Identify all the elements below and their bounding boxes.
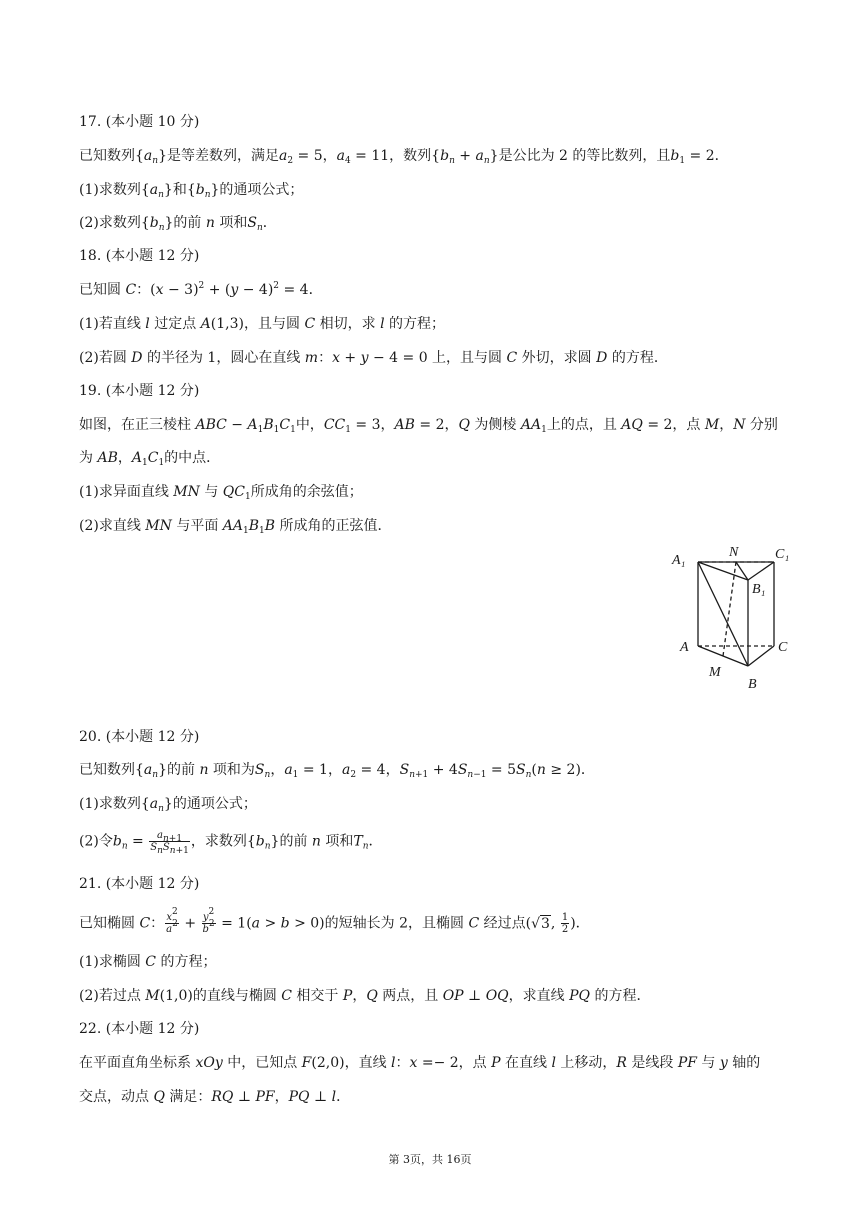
segment-m-n-hidden bbox=[723, 562, 736, 656]
problem-21-header: 21. (本小题 12 分) bbox=[79, 876, 200, 892]
problem-20-stem: 已知数列$\{a_n\}$的前 n 项和为$S_n$，$a_1 = 1$，$a_2 = 4$，$S_{n+1} + 4S_{n-1} = 5S_n(n \ge 2)$． bbox=[79, 762, 595, 780]
problem-22-header: 22. (本小题 12 分) bbox=[79, 1021, 200, 1037]
label-b: B bbox=[748, 677, 757, 692]
label-n: N bbox=[729, 545, 739, 560]
label-b1: B₁ bbox=[752, 582, 766, 597]
problem-21-part-1: (1)求椭圆 C 的方程； bbox=[79, 954, 217, 970]
label-a1: A₁ bbox=[672, 553, 686, 568]
prism-figure bbox=[668, 540, 798, 700]
problem-22-stem-line-1: 在平面直角坐标系 xOy 中，已知点 F(2,0)，直线 l：x =− 2，点 P 在直线 l 上移动，R 是线段 PF 与 y 轴的 bbox=[79, 1055, 761, 1071]
label-m: M bbox=[709, 665, 721, 680]
problem-18-part-2: (2)若圆 D 的半径为 1，圆心在直线 m：x + y − 4 = 0 上，且与圆 C 外切，求圆 D 的方程． bbox=[79, 350, 668, 366]
label-c1: C₁ bbox=[775, 547, 790, 562]
problem-20-header: 20. (本小题 12 分) bbox=[79, 729, 200, 745]
problem-19-stem-line-2: 为 AB，$A_1C_1$的中点． bbox=[79, 450, 221, 468]
problem-19-header: 19. (本小题 12 分) bbox=[79, 383, 200, 399]
label-c: C bbox=[778, 640, 788, 655]
problem-20-part-1: (1)求数列$\{a_n\}$的通项公式； bbox=[79, 796, 257, 814]
problem-21-stem: 已知椭圆 C： $\frac{x^2}{a^2}$ + $\frac{y^2}{b^2}$ = 1(a > b > 0)的短轴长为 2，且椭圆 C 经过点(√3, $\frac{1}{2}$ )． bbox=[79, 907, 590, 935]
problem-22-stem-line-2: 交点，动点 Q 满足：RQ ⊥ PF，PQ ⊥ l． bbox=[79, 1089, 351, 1105]
problem-18-part-1: (1)若直线 l 过定点 A(1,3)，且与圆 C 相切，求 l 的方程； bbox=[79, 316, 445, 332]
problem-19-part-2: (2)求直线 MN 与平面 $AA_1B_1B$ 所成角的正弦值． bbox=[79, 518, 392, 536]
page-footer: 第 3页，共 16页 bbox=[388, 1153, 472, 1166]
problem-19-part-1: (1)求异面直线 MN 与 $QC_1$所成角的余弦值； bbox=[79, 484, 363, 502]
problem-20-part-2: (2)令$b_n$ = $\frac{a_{n+1}}{S_nS_{n+1}}$ ，求数列$\{b_n\}$的前 n 项和$T_n$． bbox=[79, 830, 383, 856]
problem-17-header: 17. (本小题 10 分) bbox=[79, 114, 200, 130]
problem-18-stem: 已知圆 C：$(x - 3)^2 + (y - 4)^2 = 4$． bbox=[79, 281, 323, 298]
problem-21-part-2: (2)若过点 M(1,0)的直线与椭圆 C 相交于 P，Q 两点，且 OP ⊥ OQ，求直线 PQ 的方程． bbox=[79, 988, 651, 1004]
problem-17-stem: 已知数列$\{a_n\}$是等差数列，满足$a_2 = 5$，$a_4 = 11$，数列$\{b_n + a_n\}$是公比为 2 的等比数列，且$b_1 = 2$． bbox=[79, 148, 729, 166]
problem-18-header: 18. (本小题 12 分) bbox=[79, 248, 200, 264]
label-a: A bbox=[680, 640, 689, 655]
edge-b1-c1 bbox=[748, 562, 774, 580]
problem-17-part-2: (2)求数列$\{b_n\}$的前 n 项和$S_n$． bbox=[79, 215, 277, 233]
problem-19-stem-line-1: 如图，在正三棱柱 ABC − $A_1B_1C_1$中，$CC_1 = 3$，AB = 2，Q 为侧棱 $AA_1$上的点，且 AQ = 2，点 M，N 分别 bbox=[79, 417, 778, 435]
problem-17-part-1: (1)求数列$\{a_n\}$和$\{b_n\}$的通项公式； bbox=[79, 182, 304, 200]
edge-b-c bbox=[748, 646, 774, 666]
